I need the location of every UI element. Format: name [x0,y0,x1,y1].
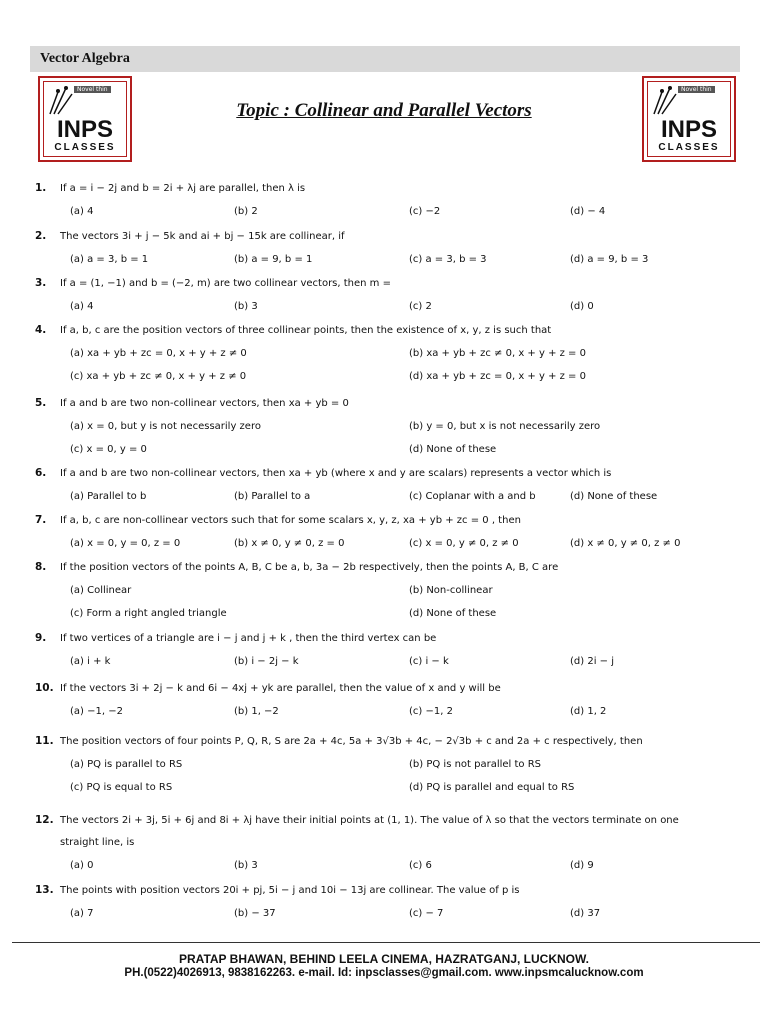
question-text: If two vertices of a triangle are i − j and j + k , then the third vertex can be [60,633,437,644]
answer-option: (d) 37 [570,908,601,919]
question-number: 13. [35,884,54,896]
question-number: 12. [35,814,54,826]
answer-option: (d) 2i − j [570,656,614,667]
logo-sub: CLASSES [54,142,116,153]
answer-option: (b) Non-collinear [409,585,493,596]
answer-option: (d) a = 9, b = 3 [570,254,649,265]
answer-option: (c) −2 [409,206,441,217]
question-text: If a and b are two non-collinear vectors, then xa + yb = 0 [60,398,349,409]
answer-option: (c) Form a right angled triangle [70,608,227,619]
answer-option: (d) None of these [409,444,497,455]
question-number: 11. [35,735,54,747]
answer-option: (c) − 7 [409,908,444,919]
question-text: If the vectors 3i + 2j − k and 6i − 4xj + yk are parallel, then the value of x and y will be [60,683,501,694]
answer-option: (d) 9 [570,860,594,871]
answer-option: (a) a = 3, b = 1 [70,254,149,265]
question-number: 8. [35,561,47,573]
answer-option: (a) PQ is parallel to RS [70,759,183,770]
logo-tag: Novel thin [678,86,715,93]
logo-word: INPS [56,116,113,143]
answer-option: (a) Parallel to b [70,491,147,502]
answer-option: (a) 0 [70,860,94,871]
question-number: 3. [35,277,47,289]
answer-option: (d) − 4 [570,206,606,217]
answer-option: (d) x ≠ 0, y ≠ 0, z ≠ 0 [570,538,681,549]
answer-option: (d) 1, 2 [570,706,607,717]
answer-option: (c) 2 [409,301,432,312]
question-number: 9. [35,632,47,644]
answer-option: (a) −1, −2 [70,706,123,717]
question-number: 2. [35,230,47,242]
question-text: The points with position vectors 20i + pj, 5i − j and 10i − 13j are collinear. The value of p is [60,885,520,896]
question-text: The position vectors of four points P, Q, R, S are 2a + 4c, 5a + 3√3b + 4c, − 2√3b + c and 2a + c respectively, then [60,736,643,747]
question-number: 4. [35,324,47,336]
answer-option: (a) 7 [70,908,94,919]
answer-option: (c) PQ is equal to RS [70,782,173,793]
section-header-bar [30,46,740,72]
answer-option: (a) Collinear [70,585,132,596]
question-text: If the position vectors of the points A, B, C be a, b, 3a − 2b respectively, then the points A, B, C are [60,562,559,573]
answer-option: (b) a = 9, b = 1 [234,254,313,265]
answer-option: (b) xa + yb + zc ≠ 0, x + y + z = 0 [409,348,586,359]
answer-option: (d) PQ is parallel and equal to RS [409,782,575,793]
answer-option: (c) 6 [409,860,432,871]
answer-option: (b) x ≠ 0, y ≠ 0, z = 0 [234,538,345,549]
answer-option: (b) Parallel to a [234,491,311,502]
answer-option: (d) None of these [409,608,497,619]
question-text: If a, b, c are the position vectors of three collinear points, then the existence of x, y, z is such that [60,325,552,336]
answer-option: (a) x = 0, y = 0, z = 0 [70,538,181,549]
answer-option: (b) y = 0, but x is not necessarily zero [409,421,601,432]
question-text: If a = (1, −1) and b = (−2, m) are two collinear vectors, then m = [60,278,391,289]
logo-sub: CLASSES [658,142,720,153]
answer-option: (b) i − 2j − k [234,656,299,667]
answer-option: (c) x = 0, y ≠ 0, z ≠ 0 [409,538,519,549]
answer-option: (a) xa + yb + zc = 0, x + y + z ≠ 0 [70,348,247,359]
answer-option: (d) None of these [570,491,658,502]
answer-option: (a) 4 [70,206,94,217]
question-text: If a and b are two non-collinear vectors, then xa + yb (where x and y are scalars) represents a vector which is [60,468,612,479]
logo-tag: Novel thin [74,86,111,93]
question-number: 6. [35,467,47,479]
question-text: If a = i − 2j and b = 2i + λj are parallel, then λ is [60,183,306,194]
question-number: 1. [35,182,47,194]
topic-title: Topic : Collinear and Parallel Vectors [236,100,532,121]
question-text-continued: straight line, is [60,837,135,848]
answer-option: (b) − 37 [234,908,276,919]
answer-option: (c) i − k [409,656,449,667]
answer-option: (a) i + k [70,656,111,667]
footer-contact: PH.(0522)4026913, 9838162263. e-mail. Id: inpsclasses@gmail.com. www.inpsmcalucknow.com [124,967,644,979]
answer-option: (d) 0 [570,301,594,312]
answer-option: (a) 4 [70,301,94,312]
answer-option: (c) x = 0, y = 0 [70,444,147,455]
answer-option: (c) xa + yb + zc ≠ 0, x + y + z ≠ 0 [70,371,247,382]
question-text: If a, b, c are non-collinear vectors such that for some scalars x, y, z, xa + yb + zc = 0 , then [60,515,521,526]
answer-option: (b) 3 [234,301,258,312]
question-number: 5. [35,397,47,409]
answer-option: (b) 2 [234,206,258,217]
question-number: 10. [35,682,54,694]
page-title [0,100,768,122]
answer-option: (b) 3 [234,860,258,871]
answer-option: (c) a = 3, b = 3 [409,254,487,265]
answer-option: (d) xa + yb + zc = 0, x + y + z = 0 [409,371,586,382]
footer-divider [12,942,760,943]
question-text: The vectors 3i + j − 5k and ai + bj − 15k are collinear, if [60,231,345,242]
section-title: Vector Algebra [40,51,130,66]
answer-option: (c) −1, 2 [409,706,453,717]
footer-address: PRATAP BHAWAN, BEHIND LEELA CINEMA, HAZRATGANJ, LUCKNOW. [179,952,589,966]
answer-option: (b) 1, −2 [234,706,279,717]
answer-option: (c) Coplanar with a and b [409,491,536,502]
logo-word: INPS [660,116,717,143]
question-number: 7. [35,514,47,526]
answer-option: (a) x = 0, but y is not necessarily zero [70,421,261,432]
answer-option: (b) PQ is not parallel to RS [409,759,542,770]
question-text: The vectors 2i + 3j, 5i + 6j and 8i + λj have their initial points at (1, 1). The value of λ so that the vectors terminate on one [60,815,679,826]
